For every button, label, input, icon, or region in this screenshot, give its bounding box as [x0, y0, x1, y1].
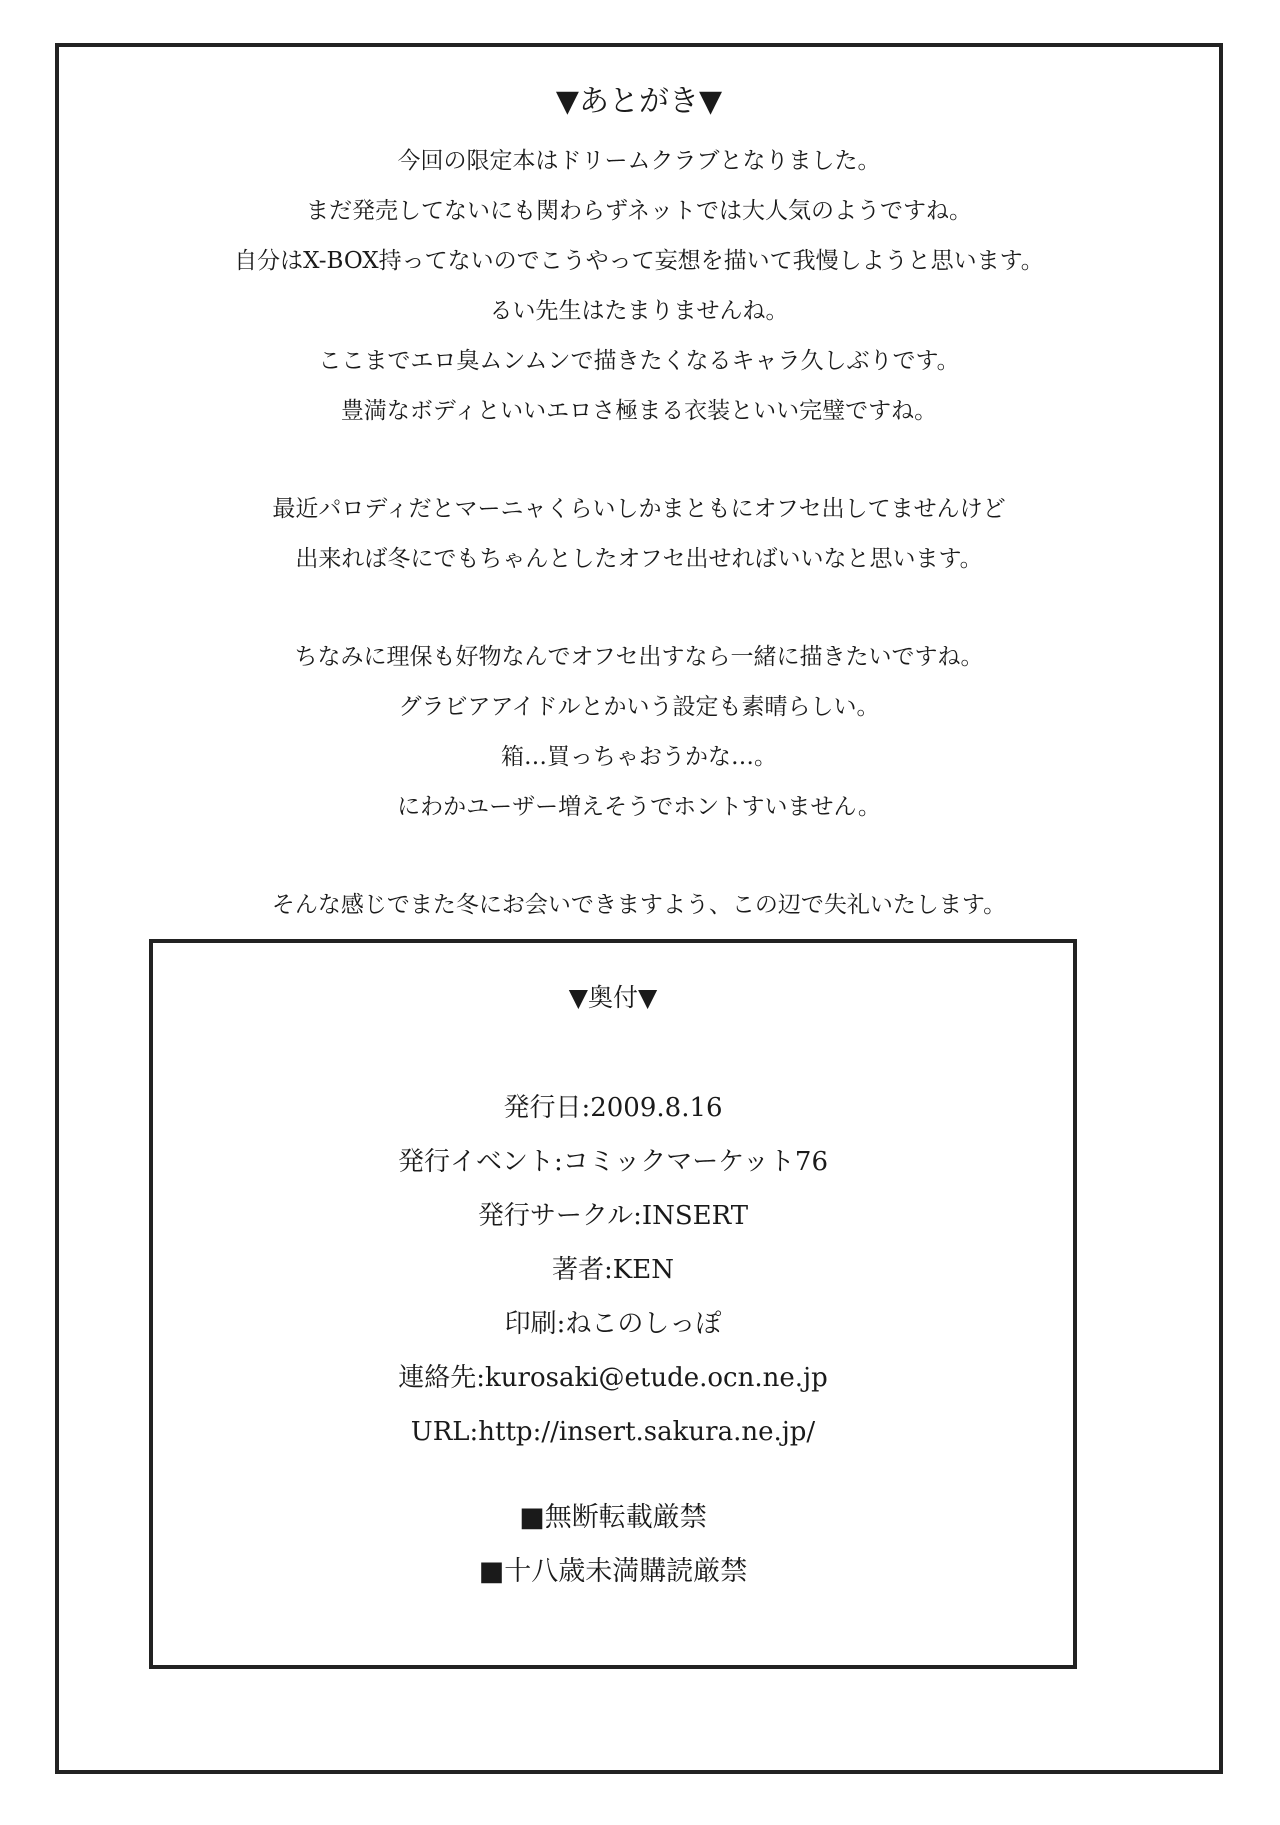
afterword-line: 最近パロディだとマーニャくらいしかまともにオフセ出してませんけど — [272, 496, 1006, 522]
afterword-line: まだ発売してないにも関わらずネットでは大人気のようですね。 — [305, 198, 973, 224]
afterword-paragraph-3 — [59, 632, 1219, 832]
contact-email: 連絡先:kurosaki@etude.ocn.ne.jp — [398, 1363, 828, 1393]
age-restriction-notice: ■十八歳未満購読厳禁 — [478, 1556, 748, 1587]
publish-event: 発行イベント:コミックマーケット76 — [397, 1147, 829, 1177]
afterword-line: グラビアアイドルとかいう設定も素晴らしい。 — [398, 694, 880, 720]
colophon-details — [153, 1081, 1073, 1459]
publish-circle: 発行サークル:INSERT — [477, 1201, 749, 1231]
afterword-line: ここまでエロ臭ムンムンで描きたくなるキャラ久しぶりです。 — [318, 348, 960, 374]
afterword-line: にわかユーザー増えそうでホントすいません。 — [397, 794, 881, 820]
printer: 印刷:ねこのしっぽ — [504, 1309, 722, 1339]
paragraph-gap — [59, 832, 1219, 880]
paragraph-gap — [59, 436, 1219, 484]
afterword-line: るい先生はたまりませんね。 — [489, 298, 789, 324]
afterword-paragraph-4 — [59, 880, 1219, 930]
afterword-line: 箱…買っちゃおうかな…。 — [501, 744, 777, 770]
afterword-title: ▼あとがき▼ — [555, 84, 723, 119]
afterword-section — [59, 82, 1219, 930]
afterword-line: 今回の限定本はドリームクラブとなりました。 — [397, 148, 881, 174]
afterword-line: ちなみに理保も好物なんでオフセ出すなら一緒に描きたいですね。 — [294, 644, 984, 670]
author: 著者:KEN — [552, 1255, 674, 1285]
publish-date: 発行日:2009.8.16 — [503, 1093, 723, 1123]
colophon-notices — [153, 1491, 1073, 1599]
paragraph-gap — [59, 584, 1219, 632]
colophon-title: ▼奥付▼ — [568, 983, 658, 1012]
afterword-line: 自分はX-BOX持ってないのでこうやって妄想を描いて我慢しようと思います。 — [234, 248, 1044, 274]
website-url: URL:http://insert.sakura.ne.jp/ — [410, 1417, 816, 1447]
afterword-paragraph-2 — [59, 484, 1219, 584]
afterword-paragraph-1 — [59, 136, 1219, 436]
no-reprint-notice: ■無断転載厳禁 — [519, 1502, 707, 1533]
afterword-line: 出来れば冬にでもちゃんとしたオフセ出せればいいなと思います。 — [295, 546, 983, 572]
afterword-line: そんな感じでまた冬にお会いできますよう、この辺で失礼いたします。 — [271, 892, 1007, 918]
afterword-line: 豊満なボディといいエロさ極まる衣装といい完璧ですね。 — [340, 398, 938, 424]
colophon-box — [149, 939, 1077, 1669]
